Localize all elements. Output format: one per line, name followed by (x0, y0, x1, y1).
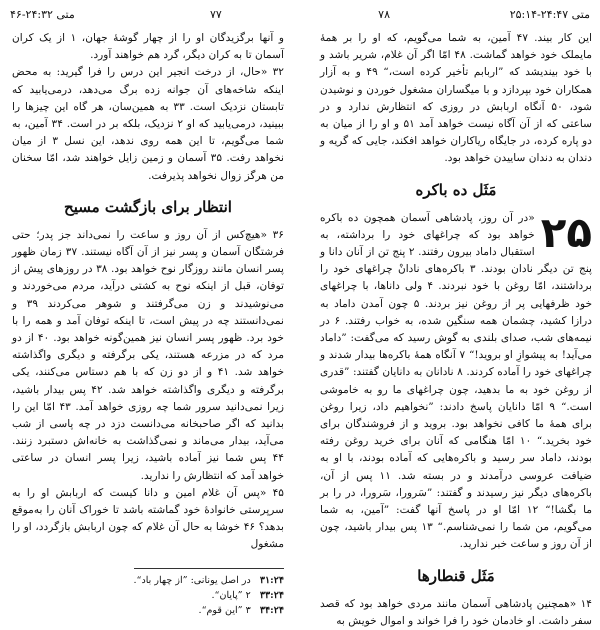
footnote-reference: ۳۱:۲۴ (259, 574, 284, 586)
verse-paragraph: ۱۴ «همچنین پادشاهی آسمان مانند مردی خواهد بود که قصد سفر داشت. او خادمان خود را فرا خواند و اموال خویش به (320, 597, 592, 627)
running-header (10, 6, 590, 24)
section-heading: مَثَل ده باکره (415, 180, 497, 199)
left-book-reference: متی ۲۴:۳۲-۴۶ (10, 8, 75, 21)
verse-paragraph: ۳۶ «هیچ‌کس از آن روز و ساعت را نمی‌داند جز پدر؛ حتی فرشتگان آسمان و پسر نیز از آن آگاه نیستند. ۳۷ زمان ظهور پسر انسان مانند روزگار نوح خواهد بود. ۳۸ در روزهای پیش از توفان، قبل از اینکه نوح به کشتی درآید، مردم می‌خوردند و می‌نوشیدند و زن می‌گرفتند و شوهر می‌کردند ۳۹ و نمی‌دانستند چه در پیش است، تا اینکه توفان آمد و همه را با خود برد. ظهور پسر انسان نیز همین‌گونه خواهد بود. ۴۰ از دو مرد که در مزرعه هستند، یکی برگرفته و دیگری واگذاشته خواهد شد. ۴۱ و از دو زن که با هم دستاس می‌کنند، یکی برگرفته و دیگری واگذاشته خواهد شد. ۴۲ پس بیدار باشید، زیرا نمی‌دانید سرور شما چه روزی خواهد آمد. ۴۳ امّا این را بدانید که اگر صاحبخانه می‌دانست دزد در چه پاسی از شب می‌آید، بیدار می‌ماند و نمی‌گذاشت به خانه‌اش دستبرد زنند. ۴۴ پس شما نیز آماده باشید، زیرا پسر انسان در ساعتی خواهد آمد که انتظارش را ندارید. (12, 228, 285, 482)
verse-paragraph: ۴۵ «پس آن غلام امین و دانا کیست که اربابش او را به سرپرستی خانوادهٔ خود گماشته باشد تا خوراک آنان را به‌موقع بدهد؟ ۴۶ خوشا به حال آن غلام که چون اربابش بازگردد، او را مشغول (12, 486, 284, 551)
footnote (134, 573, 284, 588)
verse-paragraph: و آنها برگزیدگان او را از چهار گوشهٔ جهان، ۱ از یک کران آسمان تا به کران دیگر، گرد هم خواهند آورد. (12, 32, 284, 62)
footnote (134, 603, 284, 618)
footnote (134, 588, 284, 603)
verse-paragraph: این کار بیند. ۴۷ آمین، به شما می‌گویم، که او را بر همهٔ مایملک خود خواهد گماشت. ۴۸ امّا اگر آن غلام، شریر باشد و با خود بیندیشد که ”اربابم تأخیر کرده است،“ ۴۹ و به آزار همکاران خود بپردازد و با میگساران مشغول خوردن و نوشیدن شود، ۵۰ آنگاه اربابش در روزی که انتظارش ندارد و در ساعتی که از آن آگاه نیست خواهد آمد ۵۱ و او را از میان به دو پاره کرده، در جایگاه ریاکاران خواهد افکند، جایی که گریه و دندان به دندان ساییدن خواهد بود. (320, 32, 593, 165)
footnote-text: ۳ ”این قوم“. (198, 604, 251, 616)
footnote-text: ۲ ”پایان“. (211, 589, 251, 601)
right-page-number: ۷۸ (378, 8, 390, 21)
footnote-reference: ۳۳:۲۴ (259, 589, 284, 601)
section-heading: مَثَل قنطارها (417, 566, 495, 585)
verse-paragraph: «در آن روز، پادشاهی آسمان همچون ده باکره خواهد بود که چراغهای خود را برداشته، به استقبال داماد بیرون رفتند. ۲ پنج تن از آنان دانا و پنج تن دیگر نادان بودند. ۳ باکره‌های نادانْ چراغهای خود را برداشتند، امّا روغن با خود نبردند. ۴ ولی داناها، با چراغهای خود ظرفهایی پر از روغن نیز بردند. ۵ چون آمدن داماد به درازا کشید، چشمان همه سنگین شده، به خواب رفتند. ۶ در نیمه‌های شب، صدای بلندی به گوش رسید که می‌گفت: ”داماد می‌آید! به پیشوازِ او بروید!“ ۷ آنگاه همهٔ باکره‌ها بیدار شدند و چراغهای خود را آماده کردند. ۸ نادانان به دانایان گفتند: ”قدری از روغن خود به ما بدهید، چون چراغهای ما رو به خاموشی است.“ ۹ امّا دانایان پاسخ دادند: ”نخواهیم داد، زیرا روغن برای همهٔ ما کافی نخواهد بود. بروید و از فروشندگان برای خود بخرید.“ ۱۰ امّا هنگامی که آنان برای خرید روغن رفته بودند، داماد سر رسید و باکره‌هایی که آماده بودند، با او به ضیافت عروسی درآمدند و در بسته شد. ۱۱ پس از آن، باکره‌های دیگر نیز رسیدند و گفتند: ”سَرورا، سَرورا، در را بر ما بگشا!“ ۱۲ امّا او در پاسخ آنها گفت: ”آمین، به شما می‌گویم، من شما را نمی‌شناسم.“ ۱۳ پس بیدار باشید، چون از آن روز و ساعت خبر ندارید. (320, 211, 593, 551)
chapter-number: ۲۵ (540, 207, 592, 257)
footnote-text: در اصل یونانی: ”از چهار باد“. (133, 574, 251, 586)
left-page-number: ۷۷ (210, 8, 222, 21)
verse-paragraph: ۳۲ «حال، از درخت انجیر این درس را فرا گیرید: به محض اینکه شاخه‌های آن جوانه زده برگ می‌دهد، درمی‌یابید که تابستان نزدیک است. ۳۳ به همین‌سان، هر گاه این چیزها را ببینید، درمی‌یابید که او ۲ نزدیک، بلکه بر در است. ۳۴ آمین، به شما می‌گویم، تا این همه روی ندهد، این نسل ۳ از میان نخواهد رفت. ۳۵ آسمان و زمین زایل خواهند شد، امّا سخنان من هرگز زوال نخواهد پذیرفت. (12, 66, 284, 182)
section-heading: انتظار برای بازگشت مسیح (64, 197, 232, 216)
chapter-paragraph (320, 207, 593, 554)
footnotes (134, 568, 284, 618)
right-column (320, 30, 592, 630)
left-column (12, 30, 284, 618)
footnote-reference: ۳۴:۲۴ (259, 604, 284, 616)
right-book-reference: متی ۲۴:۴۷-۲۵:۱۴ (509, 8, 590, 21)
